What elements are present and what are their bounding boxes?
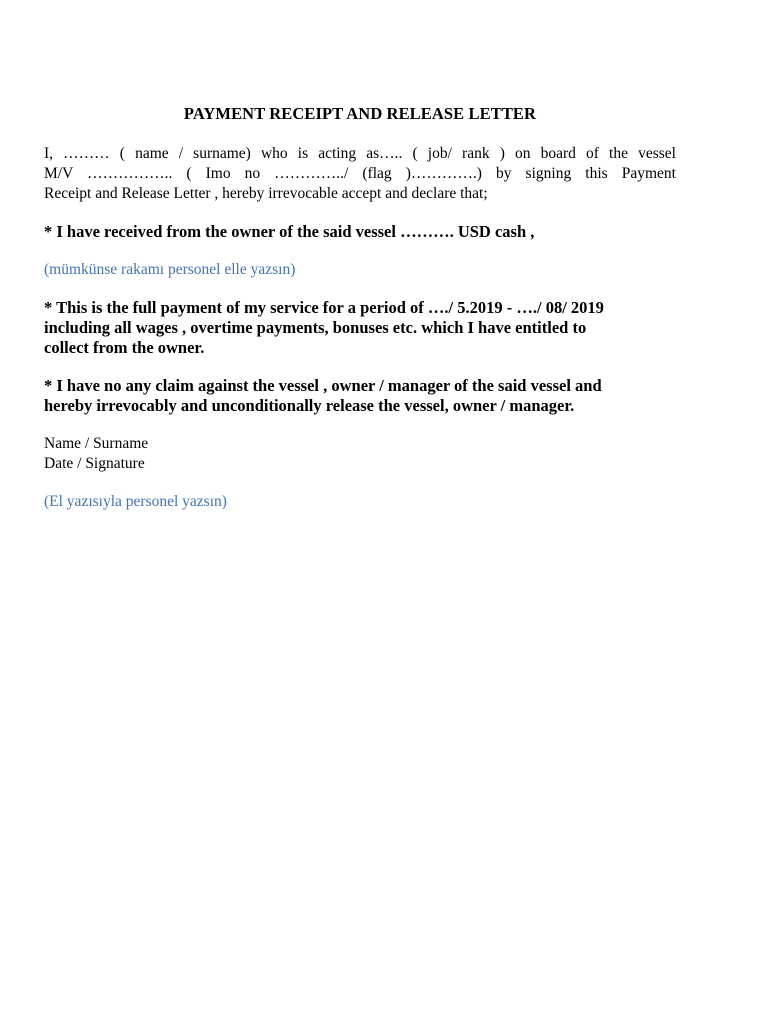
statement-line: hereby irrevocably and unconditionally release the vessel, owner / manager.: [44, 396, 575, 415]
statement-line: * I have no any claim against the vessel , owner / manager of the said vessel and: [44, 376, 602, 395]
statement-claim: [44, 376, 676, 416]
statement-received: * I have received from the owner of the said vessel ………. USD cash ,: [44, 222, 535, 241]
intro-line: Receipt and Release Letter , hereby irrevocable accept and declare that;: [44, 185, 488, 202]
statement-payment: [44, 298, 676, 358]
letter-title: PAYMENT RECEIPT AND RELEASE LETTER: [183, 104, 537, 123]
note-handwriting: (El yazısıyla personel yazsın): [44, 493, 227, 510]
statement-line: * This is the full payment of my service for a period of …./ 5.2019 - …./ 08/ 2019: [44, 298, 604, 317]
intro-paragraph: [44, 144, 676, 204]
date-signature-label: Date / Signature: [44, 455, 145, 472]
note-amount: (mümkünse rakamı personel elle yazsın): [44, 261, 296, 278]
letter-body: [44, 104, 676, 512]
name-surname-label: Name / Surname: [44, 435, 149, 452]
intro-line: M/V …………….. ( Imo no …………../ (flag )………….) by signing this Payment: [44, 165, 676, 182]
statement-line: including all wages , overtime payments, bonuses etc. which I have entitled to: [44, 318, 587, 337]
intro-line: I, ……… ( name / surname) who is acting as….. ( job/ rank ) on board of the vessel: [44, 145, 676, 162]
statement-line: collect from the owner.: [44, 338, 205, 357]
